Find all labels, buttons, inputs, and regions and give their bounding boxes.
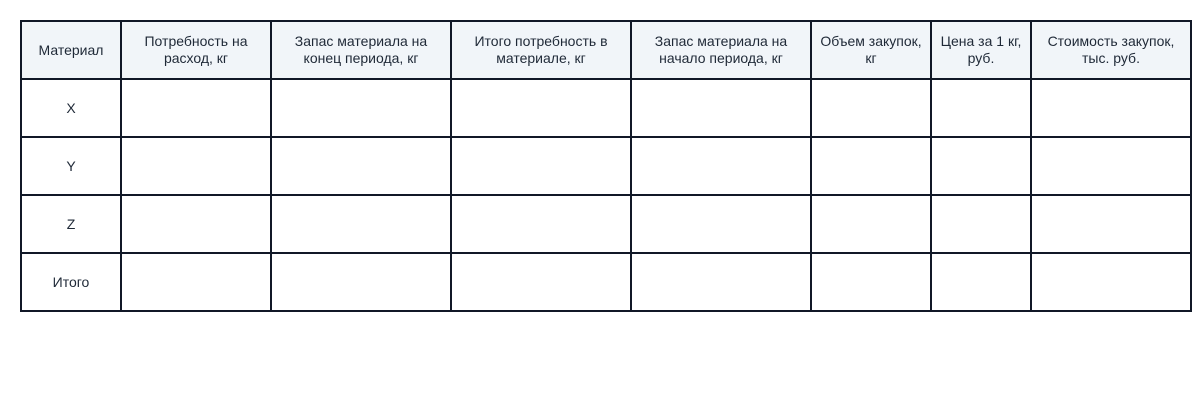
table-cell (811, 195, 931, 253)
table-cell (271, 195, 451, 253)
table-cell (1031, 79, 1191, 137)
table-cell (631, 253, 811, 311)
table-row (21, 79, 1191, 137)
table-cell (631, 137, 811, 195)
table-cell (631, 195, 811, 253)
header-price-per-kg: Цена за 1 кг, руб. (931, 21, 1031, 79)
row-label: Итого (21, 253, 121, 311)
table-cell (121, 253, 271, 311)
table-cell (1031, 137, 1191, 195)
header-consumption-need: Потребность на расход, кг (121, 21, 271, 79)
materials-purchase-table (20, 20, 1192, 312)
header-start-stock: Запас материала на начало периода, кг (631, 21, 811, 79)
table-cell (451, 137, 631, 195)
table-header (21, 21, 1191, 79)
header-total-need: Итого потребность в материале, кг (451, 21, 631, 79)
table-cell (631, 79, 811, 137)
table-cell (451, 253, 631, 311)
row-label: X (21, 79, 121, 137)
table-cell (931, 195, 1031, 253)
table-cell (931, 79, 1031, 137)
table-row (21, 137, 1191, 195)
table-cell (931, 137, 1031, 195)
table-cell (451, 79, 631, 137)
table-cell (1031, 195, 1191, 253)
table-cell (271, 79, 451, 137)
table-cell (931, 253, 1031, 311)
table-body (21, 79, 1191, 311)
row-label: Z (21, 195, 121, 253)
table-cell (271, 253, 451, 311)
table-cell (811, 137, 931, 195)
header-purchase-cost: Стоимость закупок, тыс. руб. (1031, 21, 1191, 79)
table-cell (121, 195, 271, 253)
table-cell (271, 137, 451, 195)
row-label: Y (21, 137, 121, 195)
total-row (21, 253, 1191, 311)
header-material: Материал (21, 21, 121, 79)
table-cell (1031, 253, 1191, 311)
table-cell (811, 253, 931, 311)
header-purchase-volume: Объем закупок, кг (811, 21, 931, 79)
table-cell (121, 79, 271, 137)
header-row (21, 21, 1191, 79)
table-row (21, 195, 1191, 253)
header-end-stock: Запас материала на конец периода, кг (271, 21, 451, 79)
table-container (20, 20, 1192, 312)
table-cell (451, 195, 631, 253)
table-cell (121, 137, 271, 195)
table-cell (811, 79, 931, 137)
